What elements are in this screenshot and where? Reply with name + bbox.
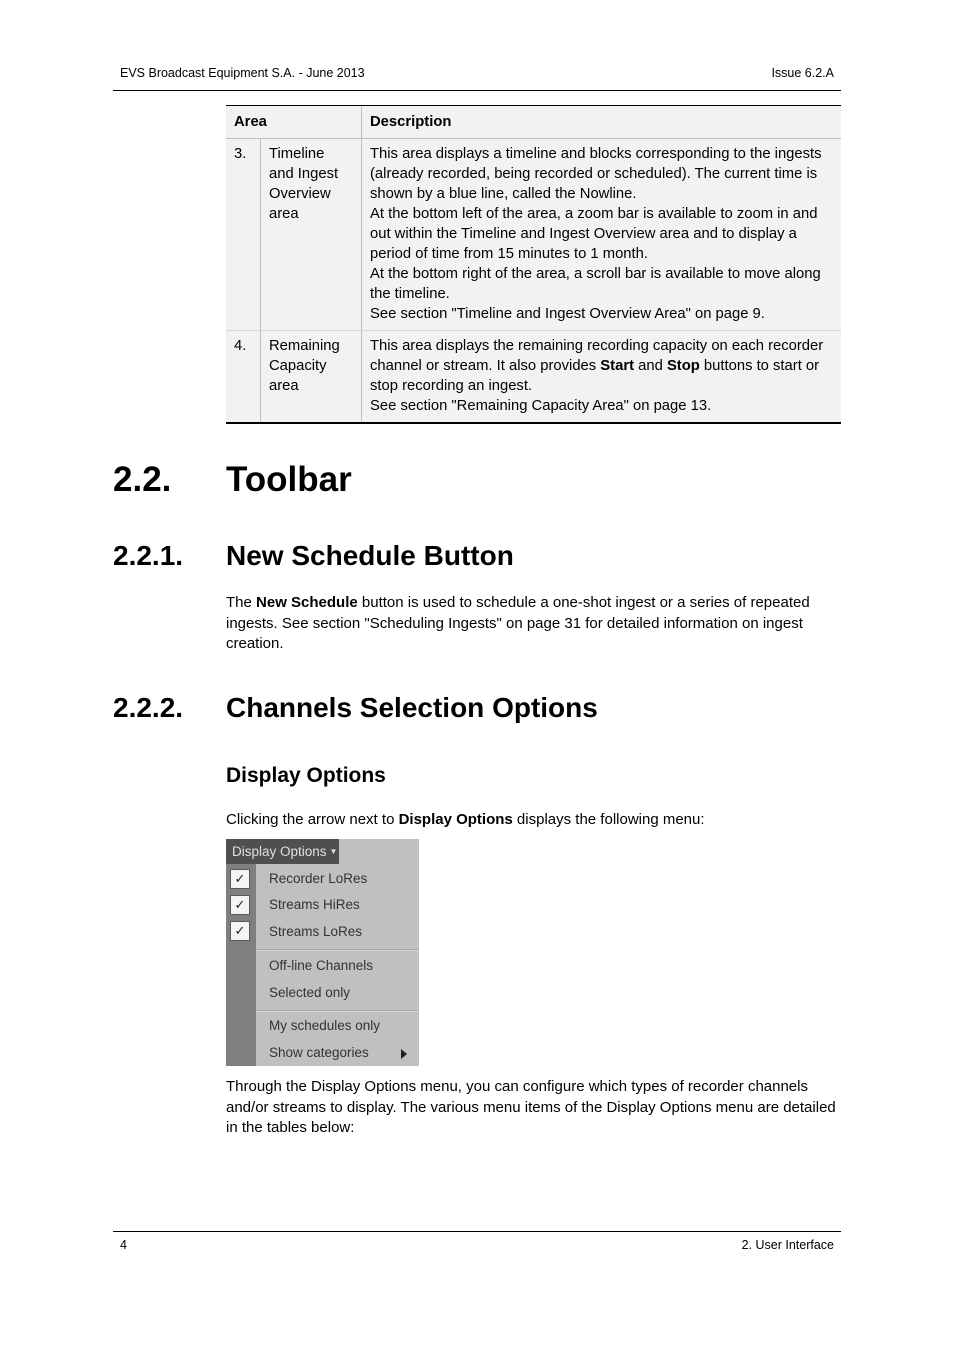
menu-separator <box>256 949 419 951</box>
checkmark-icon[interactable]: ✓ <box>230 921 250 941</box>
display-options-button-label: Display Options <box>232 844 327 859</box>
stop-term: Stop <box>666 358 700 374</box>
row-number: 4. <box>226 331 261 424</box>
description-text: buttons to start or stop recording an ingest. <box>370 358 820 394</box>
row-area-name: Remaining Capacity area <box>261 331 362 424</box>
section-title-toolbar: Toolbar <box>226 460 352 499</box>
display-options-heading: Display Options <box>226 764 386 787</box>
header-rule <box>113 90 841 91</box>
table-row <box>226 331 841 424</box>
section-title-channels-selection: Channels Selection Options <box>226 692 598 723</box>
new-schedule-term: New Schedule <box>256 594 358 611</box>
row-description <box>362 139 842 331</box>
display-options-term: Display Options <box>398 811 513 828</box>
table-row <box>226 139 841 331</box>
area-description-table <box>226 105 841 424</box>
section-title-new-schedule: New Schedule Button <box>226 540 514 571</box>
menu-item-my-schedules-only[interactable]: My schedules only <box>269 1018 381 1033</box>
description-text: This area displays the remaining recording capacity on each recorder channel or stream. It also provides <box>370 338 824 374</box>
paragraph-text: The <box>226 594 257 611</box>
menu-separator <box>256 1010 419 1012</box>
page-number: 4 <box>120 1238 127 1252</box>
footer-chapter: 2. User Interface <box>741 1238 834 1252</box>
row-number: 3. <box>226 139 261 331</box>
section-number-2-2-2: 2.2.2. <box>113 692 184 723</box>
header-publisher: EVS Broadcast Equipment S.A. - June 2013 <box>120 66 365 80</box>
paragraph-text: button is used to schedule a one-shot ingest or a series of repeated ingests. See section "Scheduling Ingests" on page 31 for detailed information on ingest creation. <box>226 594 810 652</box>
menu-item-selected-only[interactable]: Selected only <box>269 985 351 1000</box>
start-term: Start <box>600 358 635 374</box>
display-options-outro: Through the Display Options menu, you can configure which types of recorder channels and/or streams to display. The various menu items of the Display Options menu are detailed in the tables below: <box>226 1078 836 1136</box>
footer-rule <box>113 1231 841 1232</box>
section-number-2-2-1: 2.2.1. <box>113 540 184 571</box>
submenu-arrow-icon <box>401 1049 407 1059</box>
description-line <box>370 336 833 396</box>
row-description <box>362 331 842 424</box>
paragraph-text: Clicking the arrow next to <box>226 811 399 828</box>
display-options-button[interactable] <box>226 839 339 864</box>
caret-down-icon: ▼ <box>329 847 338 856</box>
menu-item-streams-lores[interactable]: Streams LoRes <box>269 924 363 939</box>
description-line: See section "Remaining Capacity Area" on page 13. <box>370 398 712 414</box>
table-header-row <box>226 106 841 139</box>
menu-item-recorder-lores[interactable]: Recorder LoRes <box>269 871 368 886</box>
description-text: and <box>634 358 667 374</box>
checkmark-icon[interactable]: ✓ <box>230 895 250 915</box>
description-line: This area displays a timeline and blocks corresponding to the ingests (already recorded, being recorded or scheduled). The current time is shown by a blue line, called the Nowline. <box>370 146 822 202</box>
description-line: At the bottom left of the area, a zoom bar is available to zoom in and out within the Timeline and Ingest Overview area and to display a period of time from 15 minutes to 1 month. <box>370 206 818 262</box>
menu-item-streams-hires[interactable]: Streams HiRes <box>269 897 360 912</box>
menu-item-offline-channels[interactable]: Off-line Channels <box>269 958 374 973</box>
col-header-area: Area <box>226 106 362 139</box>
row-area-name: Timeline and Ingest Overview area <box>261 139 362 331</box>
header-issue: Issue 6.2.A <box>771 66 834 80</box>
col-header-description: Description <box>362 106 842 139</box>
description-line: At the bottom right of the area, a scroll bar is available to move along the timeline. <box>370 266 821 302</box>
description-line: See section "Timeline and Ingest Overview Area" on page 9. <box>370 306 765 322</box>
checkmark-icon[interactable]: ✓ <box>230 869 250 889</box>
menu-item-show-categories[interactable]: Show categories <box>269 1045 369 1060</box>
display-options-intro <box>226 810 838 831</box>
new-schedule-paragraph <box>226 593 838 655</box>
section-number-2-2: 2.2. <box>113 460 172 499</box>
display-options-menu-screenshot <box>226 839 419 1066</box>
paragraph-text: displays the following menu: <box>512 811 705 828</box>
